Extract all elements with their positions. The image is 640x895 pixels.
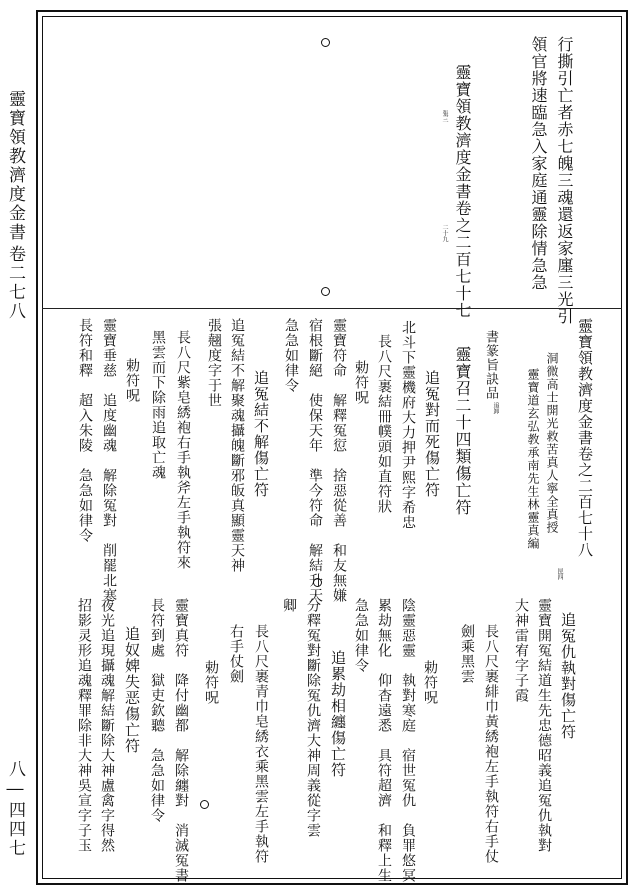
text-column: 靈寶開冤結道生先忠德昭義追冤仇執對 [536, 598, 552, 853]
incantation-line: 靈寶垂慈 追度幽魂 解除冤對 削罷北寒 [101, 318, 117, 603]
text-column: 分釋冤對斷除冤仇濟大神周義從字雲 [305, 598, 321, 838]
incantation-heading: 勅符呪 [353, 360, 369, 405]
talisman-title: 追累劫相纏傷亡符 [329, 650, 347, 778]
text-column: 長八尺紫皂綉袍右手執斧左手執符來 [175, 330, 191, 570]
text-column: 長八尺裹結冊幞頭如直符狀 [376, 334, 392, 514]
text-column: 張翹度字于世 [206, 318, 222, 408]
text-column: 北斗下靈機府大力押尹熙字希忠 [400, 320, 416, 530]
incantation-line: 陰靈惡靈 執對寒庭 宿世冤仇 負罪悠冥 [400, 598, 416, 883]
text-column: 招影灵形追魂釋罪除非大神吳宣字子玉 [76, 598, 92, 853]
talisman-group-title: 靈寶召二十四類傷亡符 [453, 346, 472, 516]
incantation-heading: 勅符呪 [422, 660, 438, 705]
circle-mark [200, 800, 209, 809]
text-column: 黑雲而下除雨追取亡魂 [150, 330, 166, 480]
incantation-line: 靈寶真符 降付幽都 解除纏對 消滅冤書 [173, 598, 189, 883]
credit-line-2: 靈寶道玄弘教承南先生林靈真編 [526, 368, 540, 550]
volume-title: 靈寶領教濟度金書卷之二百七十八 [576, 318, 594, 558]
folio-mark: 昆四 [556, 568, 563, 580]
circle-mark [313, 578, 322, 587]
incantation-end: 急急如律令 [283, 318, 299, 393]
text-column: 大神雷宥字子霞 [513, 598, 529, 703]
circle-mark [321, 38, 330, 47]
page-divider [42, 308, 622, 309]
text-column: 劍乘黑雲 [459, 624, 475, 684]
text-column: 卿 [281, 598, 297, 613]
incantation-line: 宿根斷絕 使保天年 準今符命 解結升天 [307, 318, 323, 603]
talisman-title: 追冤結不解傷亡符 [252, 370, 270, 498]
talisman-title: 追冤對而死傷亡符 [423, 370, 441, 498]
margin-book-title: 靈寶領教濟度金書 [5, 90, 25, 242]
section-heading: 書篆旨訣品 [483, 330, 498, 400]
incantation-end: 急急如律令 [353, 598, 369, 673]
incantation-heading: 勅符呪 [203, 660, 219, 705]
text-column: 長八尺裹緋巾黃綉袍左手執符右手仗 [483, 624, 499, 864]
credit-line-1: 洞微高士開光救苦真人寧全真授 [545, 352, 559, 534]
incantation-line: 累劫無化 仰杳遠悉 具符超濟 和釋上生 [376, 598, 392, 883]
top-column-1: 行撕引亡者赤七魄三魂還返家廛三光引 [555, 36, 574, 325]
incantation-line: 長符和釋 超入朱陵 急急如律令 [77, 318, 93, 543]
text-column: 長八尺裹青巾皂綉衣乘黑雲左手執符 [253, 624, 269, 864]
margin-volume: 卷二七八 [5, 245, 25, 321]
text-column: 追冤結不解聚魂攝魄斷邪皈真顯靈天神 [229, 318, 245, 573]
section-heading-sub: 追卸 [492, 402, 499, 414]
talisman-title: 追奴婢失恶傷亡符 [123, 626, 141, 754]
top-volume-end-title: 靈寶領教濟度金書卷之二百七十七 [453, 64, 472, 319]
top-small-note-a: 二十九 [441, 224, 448, 242]
incantation-line: 靈寶符命 解釋冤愆 捨惡從善 和友無嫌 [331, 318, 347, 603]
margin-page-number: 八―四四七 [5, 760, 25, 858]
incantation-line: 長符到處 獄吏欽聽 急急如律令 [149, 598, 165, 823]
top-small-note-b: 張三 [441, 110, 448, 122]
top-column-2: 領官將速臨急入家庭通靈除情急急 [529, 36, 548, 291]
incantation-heading: 勅符呪 [124, 358, 140, 403]
talisman-title: 追冤仇執對傷亡符 [559, 612, 577, 740]
circle-mark [321, 287, 330, 296]
text-column: 右手仗劍 [228, 624, 244, 684]
text-column: 夜光追現攝魂解結斷除大神盧禽字得然 [99, 598, 115, 853]
